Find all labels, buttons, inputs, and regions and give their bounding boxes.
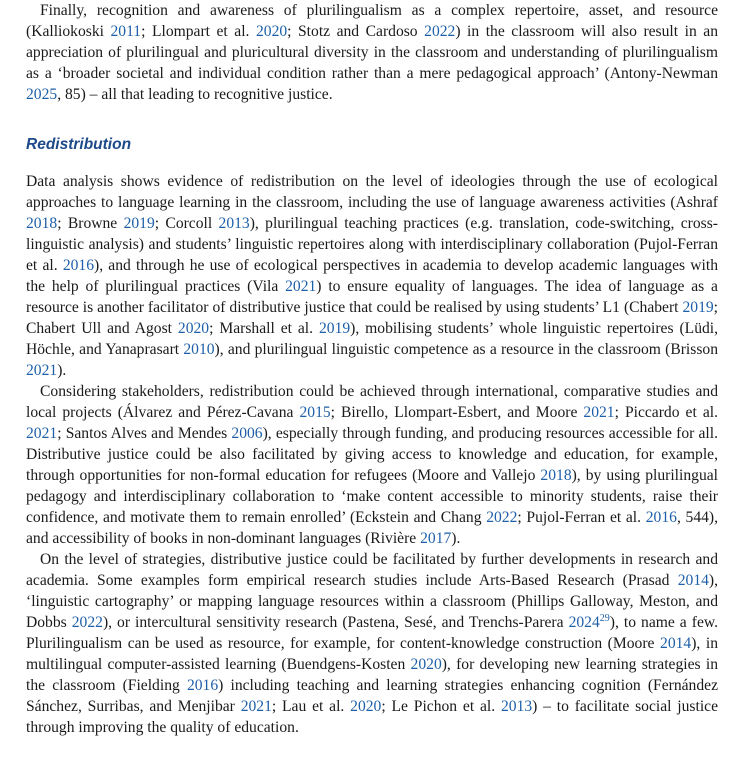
citation-year-link[interactable]: 2020 (410, 656, 442, 673)
body-text: ), plurilingual teaching practices (e.g. translation, code-switching, cross-linguistic analysis) and students’ linguistic repertoires along with interdisciplinary collaboration (Pujol-Ferran et al. (26, 215, 718, 274)
citation-year-link[interactable]: 2020 (255, 23, 288, 40)
body-text: ; Stotz and Cardoso (287, 23, 425, 40)
section-heading-redistribution: Redistribution (26, 136, 132, 153)
citation-year-link[interactable]: 2019 (123, 215, 155, 232)
body-text: On the level of strategies, distributive justice could be facilitated by further developments in research and academia. Some examples form empirical research studies include Arts-Based Research (Prasad (26, 551, 718, 589)
body-text: ) – to facilitate social justice through improving the quality of education. (26, 698, 719, 736)
citation-year-link[interactable]: 2021 (583, 404, 615, 421)
body-text: ), mobilising students’ whole linguistic repertoires (Lüdi, Höchle, and Yanaprasart (26, 320, 719, 358)
body-text: ) to ensure equality of languages. The idea of language as a resource is another facilitator of distributive justice that could be realised by using students’ L1 (Chabert (26, 278, 718, 316)
body-text: ; Corcoll (154, 215, 219, 232)
citation-year-link[interactable]: 2013 (500, 698, 533, 715)
body-text: ), and through he use of ecological perspectives in academia to develop academic languages with the help of plurilingual practices (Vila (26, 257, 718, 295)
citation-year-link[interactable]: 2018 (540, 467, 572, 484)
citation-year-link[interactable]: 2016 (186, 677, 219, 694)
body-text: ). (451, 530, 461, 547)
citation-year-link[interactable]: 2021 (285, 278, 317, 295)
body-text: , 544), and accessibility of books in non-dominant languages (Rivière (26, 509, 719, 547)
citation-year-link[interactable]: 2025 (26, 86, 58, 103)
body-text: ; Lau et al. (271, 698, 351, 715)
citation-year-link[interactable]: 2021 (26, 425, 58, 442)
body-text: ; Piccardo et al. (614, 404, 718, 421)
paragraph-strategies (26, 549, 718, 738)
body-text: ; Browne (57, 215, 124, 232)
paragraph-recognition (26, 0, 718, 105)
citation-year-link[interactable]: 2017 (420, 530, 452, 547)
citation-year-link[interactable]: 2010 (183, 341, 215, 358)
citation-year-link[interactable]: 2016 (62, 257, 94, 274)
body-text: ; Le Pichon et al. (381, 698, 501, 715)
citation-year-link[interactable]: 2019 (318, 320, 351, 337)
citation-year-link[interactable]: 2011 (110, 23, 142, 40)
body-text: ). (57, 362, 67, 379)
citation-year-link[interactable]: 2022 (424, 23, 456, 40)
citation-year-link[interactable]: 2022 (486, 509, 518, 526)
body-text: ), for developing new learning strategies in the classroom (Fielding (26, 656, 718, 694)
body-text: Data analysis shows evidence of redistribution on the level of ideologies through the use of ecological approaches to language learning in the classroom, including the use of language awareness activities (Ashraf (26, 173, 718, 211)
footnote-marker[interactable]: 29 (599, 612, 610, 624)
body-text: ; Marshall et al. (209, 320, 319, 337)
body-text: ; Santos Alves and Mendes (57, 425, 232, 442)
paragraph-ideologies (26, 171, 718, 381)
citation-year-link[interactable]: 2006 (231, 425, 263, 442)
body-text: ), especially through funding, and producing resources accessible for all. Distributive justice could be also facilitated by giving access to knowledge and education, for example, through opportunities for non-formal education for refugees (Moore and Vallejo (26, 425, 718, 484)
body-text: ), and plurilingual linguistic competence as a resource in the classroom (Brisson (214, 341, 718, 358)
body-text: ), to name a few. Plurilingualism can be used as resource, for example, for content-knowledge construction (Moore (26, 614, 719, 652)
citation-year-link[interactable]: 2024 (568, 614, 600, 631)
body-text: ; Pujol-Ferran et al. (517, 509, 646, 526)
citation-year-link[interactable]: 2021 (26, 362, 58, 379)
body-text: ), in multilingual computer-assisted learning (Buendgens-Kosten (26, 635, 718, 673)
citation-year-link[interactable]: 2020 (350, 698, 382, 715)
citation-year-link[interactable]: 2014 (677, 572, 709, 589)
citation-year-link[interactable]: 2014 (660, 635, 692, 652)
body-text: ; Llompart et al. (141, 23, 256, 40)
citation-year-link[interactable]: 2021 (240, 698, 272, 715)
body-text: Finally, recognition and awareness of plurilingualism as a complex repertoire, asset, and resource (Kalliokoski (26, 2, 718, 40)
citation-year-link[interactable]: 2020 (177, 320, 210, 337)
citation-year-link[interactable]: 2013 (218, 215, 250, 232)
citation-year-link[interactable]: 2018 (26, 215, 58, 232)
body-text: ) in the classroom will also result in an appreciation of plurilingual and pluricultural diversity in the classroom and understanding of plurilingualism as a ‘broader societal and individual condition rather than a mere pedagogical approach’ (Antony-Newman (26, 23, 718, 82)
paragraph-stakeholders (26, 381, 718, 549)
article-page (26, 0, 718, 738)
body-text: ), or intercultural sensitivity research (Pastena, Sesé, and Trenchs-Parera (102, 614, 569, 631)
body-text: ), ‘linguistic cartography’ or mapping language resources within a classroom (Phillips Galloway, Meston, and Dobbs (26, 572, 718, 631)
citation-year-link[interactable]: 2015 (299, 404, 331, 421)
body-text: , 85) – all that leading to recognitive justice. (57, 86, 333, 103)
citation-year-link[interactable]: 2019 (682, 299, 714, 316)
citation-year-link[interactable]: 2022 (71, 614, 103, 631)
body-text: ) including teaching and learning strategies enhancing cognition (Fernández Sánchez, Surribas, and Menjibar (26, 677, 718, 715)
body-text: ; Chabert Ull and Agost (26, 299, 718, 337)
citation-year-link[interactable]: 2016 (645, 509, 677, 526)
body-text: ; Birello, Llompart-Esbert, and Moore (330, 404, 584, 421)
body-text: ), by using plurilingual pedagogy and interdisciplinary collaboration to ‘make content accessible to minority students, raise their confidence, and motivate them to remain enrolled’ (Eckstein and Chang (26, 467, 718, 526)
body-text: Considering stakeholders, redistribution could be achieved through international, comparative studies and local projects (Álvarez and Pérez-Cavana (26, 383, 718, 421)
